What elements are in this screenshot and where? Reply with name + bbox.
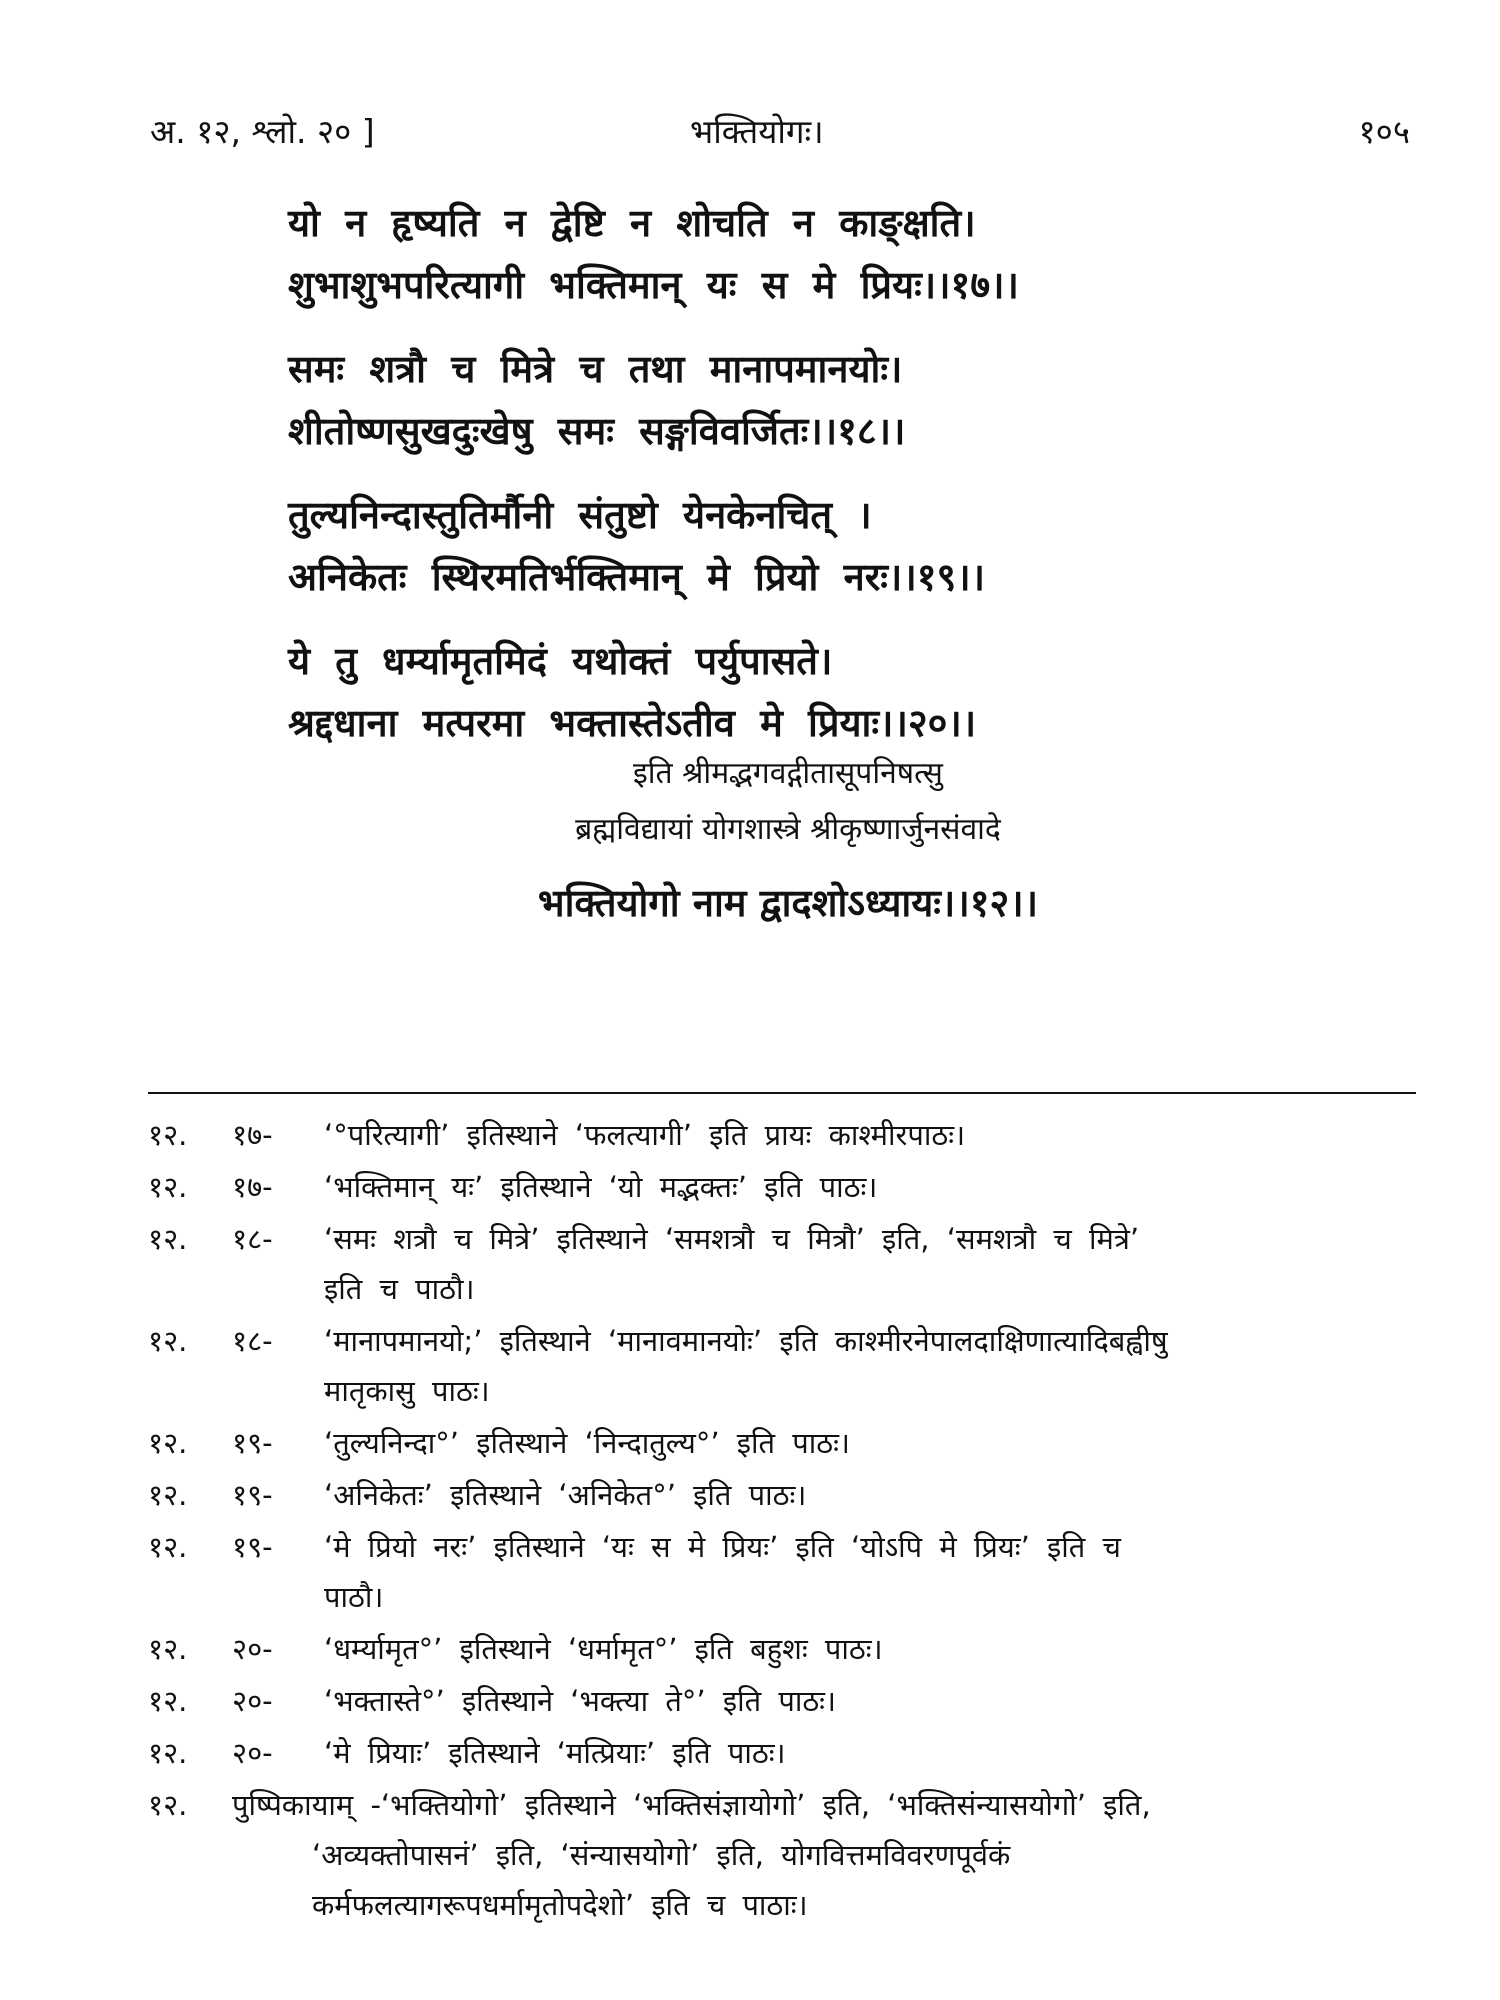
note-chapter: १२.	[148, 1736, 188, 1770]
verses-block	[288, 192, 1388, 776]
footnote	[148, 1676, 1418, 1726]
note-text: ‘तुल्यनिन्दा°’ इतिस्थाने ‘निन्दातुल्य°’ इति पाठः।	[324, 1426, 850, 1460]
note-verse: १७-	[232, 1170, 273, 1204]
header-chapter-title: भक्तियोगः।	[690, 112, 824, 151]
note-text: ‘समः शत्रौ च मित्रे’ इतिस्थाने ‘समशत्रौ च मित्रौ’ इति, ‘समशत्रौ च मित्रे’ इति च पाठौ।	[324, 1222, 1140, 1306]
footnote	[148, 1522, 1418, 1622]
footnote-colophon-variants	[148, 1780, 1418, 1930]
note-chapter: १२.	[148, 1632, 188, 1666]
verse-line: शीतोष्णसुखदुःखेषु समः सङ्गविवर्जितः।।१८।।	[288, 409, 906, 453]
colophon-title: भक्तियोगो नाम द्वादशोऽध्यायः।।१२।।	[537, 881, 1039, 925]
note-text: ‘°परित्यागी’ इतिस्थाने ‘फलत्यागी’ इति प्रायः काश्मीरपाठः।	[324, 1118, 966, 1152]
note-text: ‘मानापमानयो;’ इतिस्थाने ‘मानावमानयोः’ इति काश्मीरनेपालदाक्षिणात्यादिबह्वीषु मातृकासु पाठः।	[324, 1324, 1168, 1408]
footnote-divider	[148, 1092, 1416, 1094]
verse-line: समः शत्रौ च मित्रे च तथा मानापमानयोः।	[288, 347, 903, 391]
running-header	[140, 108, 1420, 158]
verse-17	[288, 192, 1388, 316]
note-verse: १८-	[232, 1324, 273, 1358]
verse-line: यो न हृष्यति न द्वेष्टि न शोचति न काङ्क्षति।	[288, 201, 976, 245]
note-text: ‘मे प्रियाः’ इतिस्थाने ‘मत्प्रियाः’ इति पाठः।	[324, 1736, 786, 1770]
note-chapter: १२.	[148, 1684, 188, 1718]
note-chapter: १२.	[148, 1530, 188, 1564]
note-verse: १९-	[232, 1426, 273, 1460]
note-text: ‘अनिकेतः’ इतिस्थाने ‘अनिकेत°’ इति पाठः।	[324, 1478, 807, 1512]
note-chapter: १२.	[148, 1788, 188, 1822]
verse-line: श्रद्दधाना मत्परमा भक्तास्तेऽतीव मे प्रियाः।।२०।।	[288, 701, 977, 745]
footnote	[148, 1162, 1418, 1212]
footnote	[148, 1214, 1418, 1314]
note-text: पुष्पिकायाम् -‘भक्तियोगो’ इतिस्थाने ‘भक्तिसंज्ञायोगो’ इति, ‘भक्तिसंन्यासयोगो’ इति, ‘अव्यक्तोपासनं’ इति, ‘संन्यासयोगो’ इति, योगवित्तमविवरणपूर्वकं कर्मफलत्यागरूपधर्मामृतोपदेशो’ इति च पाठाः।	[232, 1788, 1151, 1922]
note-text: ‘भक्तास्ते°’ इतिस्थाने ‘भक्त्या ते°’ इति पाठः।	[324, 1684, 837, 1718]
note-verse: १७-	[232, 1118, 273, 1152]
note-chapter: १२.	[148, 1324, 188, 1358]
header-chapter-reference: अ. १२, श्लो. २० ]	[150, 112, 375, 151]
note-verse: २०-	[232, 1684, 273, 1718]
note-verse: १९-	[232, 1478, 273, 1512]
footnote	[148, 1624, 1418, 1674]
footnote	[148, 1470, 1418, 1520]
colophon-line: इति श्रीमद्भगवद्गीतासूपनिषत्सु	[633, 756, 943, 791]
verse-20	[288, 630, 1388, 754]
chapter-colophon	[288, 746, 1288, 938]
note-chapter: १२.	[148, 1118, 188, 1152]
note-verse: २०-	[232, 1736, 273, 1770]
note-verse: १८-	[232, 1222, 273, 1256]
footnote	[148, 1728, 1418, 1778]
verse-19	[288, 484, 1388, 608]
footnote	[148, 1110, 1418, 1160]
note-verse: १९-	[232, 1530, 273, 1564]
page-number: १०५	[1358, 112, 1410, 151]
verse-line: अनिकेतः स्थिरमतिर्भक्तिमान् मे प्रियो नरः।।१९।।	[288, 555, 986, 599]
note-chapter: १२.	[148, 1478, 188, 1512]
verse-line: तुल्यनिन्दास्तुतिर्मौनी संतुष्टो येनकेनचित् ।	[288, 493, 872, 537]
note-chapter: १२.	[148, 1222, 188, 1256]
note-chapter: १२.	[148, 1170, 188, 1204]
note-chapter: १२.	[148, 1426, 188, 1460]
verse-18	[288, 338, 1388, 462]
note-text: ‘मे प्रियो नरः’ इतिस्थाने ‘यः स मे प्रियः’ इति ‘योऽपि मे प्रियः’ इति च पाठौ।	[324, 1530, 1121, 1614]
footnote	[148, 1316, 1418, 1416]
note-text: ‘धर्म्यामृत°’ इतिस्थाने ‘धर्मामृत°’ इति बहुशः पाठः।	[324, 1632, 883, 1666]
footnote	[148, 1418, 1418, 1468]
verse-line: शुभाशुभपरित्यागी भक्तिमान् यः स मे प्रियः।।१७।।	[288, 263, 1019, 307]
note-text: ‘भक्तिमान् यः’ इतिस्थाने ‘यो मद्भक्तः’ इति पाठः।	[324, 1170, 878, 1204]
note-verse: २०-	[232, 1632, 273, 1666]
footnotes	[148, 1110, 1418, 1932]
colophon-line: ब्रह्मविद्यायां योगशास्त्रे श्रीकृष्णार्जुनसंवादे	[575, 812, 1001, 847]
verse-line: ये तु धर्म्यामृतमिदं यथोक्तं पर्युपासते।	[288, 639, 833, 683]
